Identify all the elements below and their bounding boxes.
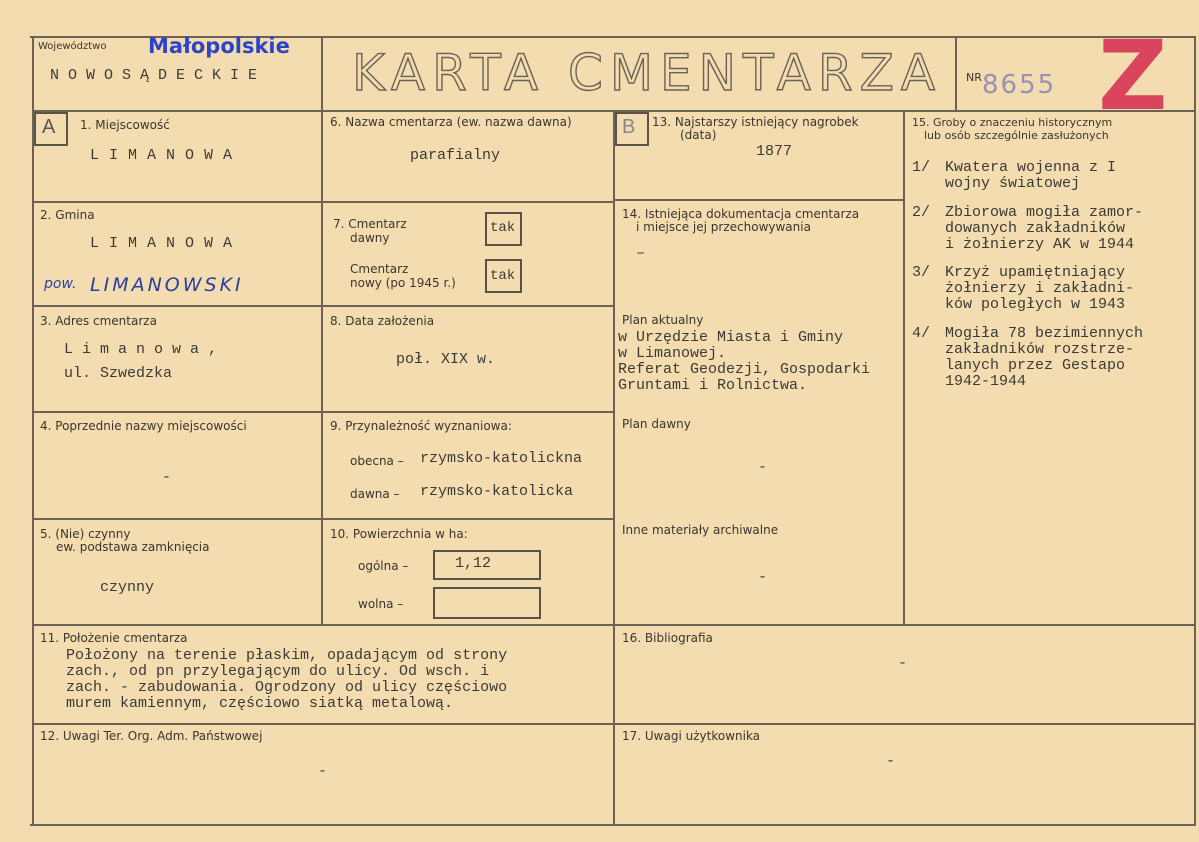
other-materials-label: Inne materiały archiwalne xyxy=(622,523,779,537)
red-mark: Z xyxy=(1098,20,1168,132)
field-2-label: 2. Gmina xyxy=(40,208,95,222)
field-5-label: 5. (Nie) czynny xyxy=(40,527,131,541)
field-2-hand-prefix: pow. xyxy=(44,276,77,292)
plan-old-value: - xyxy=(758,459,768,476)
field-9-current-value: rzymsko-katolickna xyxy=(420,450,583,467)
field-3-line1: Limanowa, xyxy=(64,341,227,358)
plan-current-label: Plan aktualny xyxy=(622,313,704,327)
field-14-label-2: i miejsce jej przechowywania xyxy=(636,220,811,234)
header-col-1 xyxy=(321,36,323,110)
grave-3-num: 3/ xyxy=(912,264,931,281)
field-10-total-label: ogólna – xyxy=(358,559,409,573)
col-divider-2 xyxy=(613,110,615,826)
grave-2-line-2: dowanych zakładników xyxy=(945,220,1126,237)
field-11-label: 11. Położenie cmentarza xyxy=(40,631,188,645)
field-9-current-label: obecna – xyxy=(350,454,404,468)
field-5-value: czynny xyxy=(100,579,155,596)
field-13-label-1: 13. Najstarszy istniejący nagrobek xyxy=(652,115,859,129)
field-16-value: - xyxy=(898,655,908,672)
row-divider-3 xyxy=(32,411,615,413)
field-14-label-1: 14. Istniejąca dokumentacja cmentarza xyxy=(622,207,860,221)
grave-4-line-1: Mogiła 78 bezimiennych xyxy=(945,325,1144,342)
voivodeship-label: Województwo xyxy=(38,41,107,52)
field-8-value: poł. XIX w. xyxy=(396,351,496,368)
field-9-former-value: rzymsko-katolicka xyxy=(420,483,574,500)
grave-2-line-1: Zbiorowa mogiła zamor- xyxy=(945,204,1144,221)
nr-label: NR xyxy=(966,71,982,84)
col-divider-3 xyxy=(903,110,905,624)
grave-3-line-3: ków poległych w 1943 xyxy=(945,296,1126,313)
section-a-letter: A xyxy=(42,116,56,138)
field-11-line-4: murem kamiennym, częściowo siatką metalową. xyxy=(66,695,454,712)
grave-3-line-2: żołnierzy i zakładni- xyxy=(945,280,1135,297)
field-4-value: - xyxy=(162,469,172,486)
field-15-label-1: 15. Groby o znaczeniu historycznym xyxy=(912,116,1113,129)
field-7-new-label-2: nowy (po 1945 r.) xyxy=(350,276,456,290)
field-10-free-box xyxy=(433,587,541,619)
header-col-2 xyxy=(955,36,957,110)
row-divider-6 xyxy=(32,723,1196,725)
field-17-label: 17. Uwagi użytkownika xyxy=(622,729,761,743)
plan-current-line-1: w Urzędzie Miasta i Gminy xyxy=(618,329,844,346)
field-4-label: 4. Poprzednie nazwy miejscowości xyxy=(40,419,247,433)
field-7-old-label-1: 7. Cmentarz xyxy=(333,217,407,231)
border-left xyxy=(32,36,34,826)
row-divider-1b xyxy=(613,199,905,201)
field-3-label: 3. Adres cmentarza xyxy=(40,314,157,328)
field-16-label: 16. Bibliografia xyxy=(622,631,713,645)
field-7-new-value: tak xyxy=(490,268,516,284)
grave-1-line-1: Kwatera wojenna z I xyxy=(945,159,1117,176)
field-9-former-label: dawna – xyxy=(350,487,400,501)
grave-4-line-4: 1942-1944 xyxy=(945,373,1027,390)
section-b-letter: B xyxy=(622,116,636,138)
field-6-value: parafialny xyxy=(410,147,501,164)
grave-4-line-2: zakładników rozstrze- xyxy=(945,341,1135,358)
grave-4-num: 4/ xyxy=(912,325,931,342)
field-7-old-value: tak xyxy=(490,220,516,236)
voivodeship-stamp: Małopolskie xyxy=(148,34,290,58)
grave-3-line-1: Krzyż upamiętniający xyxy=(945,264,1126,281)
row-divider-5 xyxy=(32,624,1196,626)
field-7-old-label-2: dawny xyxy=(350,231,390,245)
grave-1-line-2: wojny światowej xyxy=(945,175,1081,192)
field-12-value: - xyxy=(318,763,328,780)
field-5-sublabel: ew. podstawa zamknięcia xyxy=(56,540,210,554)
plan-current-line-3: Referat Geodezji, Gospodarki xyxy=(618,361,871,378)
field-6-label: 6. Nazwa cmentarza (ew. nazwa dawna) xyxy=(330,115,572,129)
other-materials-value: - xyxy=(758,569,768,586)
col-divider-1 xyxy=(321,110,323,624)
row-divider-2 xyxy=(32,305,615,307)
field-8-label: 8. Data założenia xyxy=(330,314,435,328)
field-10-total-value: 1,12 xyxy=(455,555,492,572)
field-2-value: LIMANOWA xyxy=(90,235,243,252)
field-12-label: 12. Uwagi Ter. Org. Adm. Państwowej xyxy=(40,729,263,743)
field-11-line-3: zach. - zabudowania. Ogrodzony od ulicy częściowo xyxy=(66,679,508,696)
field-1-label: 1. Miejscowość xyxy=(80,118,170,132)
field-7-new-label-1: Cmentarz xyxy=(350,262,409,276)
grave-4-line-3: lanych przez Gestapo xyxy=(945,357,1126,374)
nr-value: 8655 xyxy=(982,70,1057,100)
field-9-label: 9. Przynależność wyznaniowa: xyxy=(330,419,512,433)
field-17-value: - xyxy=(886,753,896,770)
grave-1-num: 1/ xyxy=(912,159,931,176)
field-15-label-2: lub osób szczególnie zasłużonych xyxy=(924,129,1109,142)
field-14-value: – xyxy=(636,245,646,262)
voivodeship-typed: NOWOSĄDECKIE xyxy=(50,67,267,84)
grave-2-num: 2/ xyxy=(912,204,931,221)
field-11-line-2: zach., od pn przylegającym do ulicy. Od wsch. i xyxy=(66,663,490,680)
border-right xyxy=(1194,36,1196,826)
field-2-hand-value: LIMANOWSKI xyxy=(90,274,244,296)
field-10-label: 10. Powierzchnia w ha: xyxy=(330,527,468,541)
plan-current-line-2: w Limanowej. xyxy=(618,345,727,362)
field-10-free-label: wolna – xyxy=(358,597,404,611)
field-3-line2: ul. Szwedzka xyxy=(64,365,173,382)
row-divider-4 xyxy=(32,518,615,520)
plan-current-line-4: Gruntami i Rolnictwa. xyxy=(618,377,808,394)
field-1-value: LIMANOWA xyxy=(90,147,243,164)
row-divider-1 xyxy=(32,201,615,203)
plan-old-label: Plan dawny xyxy=(622,417,691,431)
field-13-value: 1877 xyxy=(756,143,793,160)
grave-2-line-3: i żołnierzy AK w 1944 xyxy=(945,236,1135,253)
field-11-line-1: Położony na terenie płaskim, opadającym od strony xyxy=(66,647,508,664)
field-13-label-2: (data) xyxy=(680,128,717,142)
card-title: KARTA CMENTARZA xyxy=(352,44,943,102)
